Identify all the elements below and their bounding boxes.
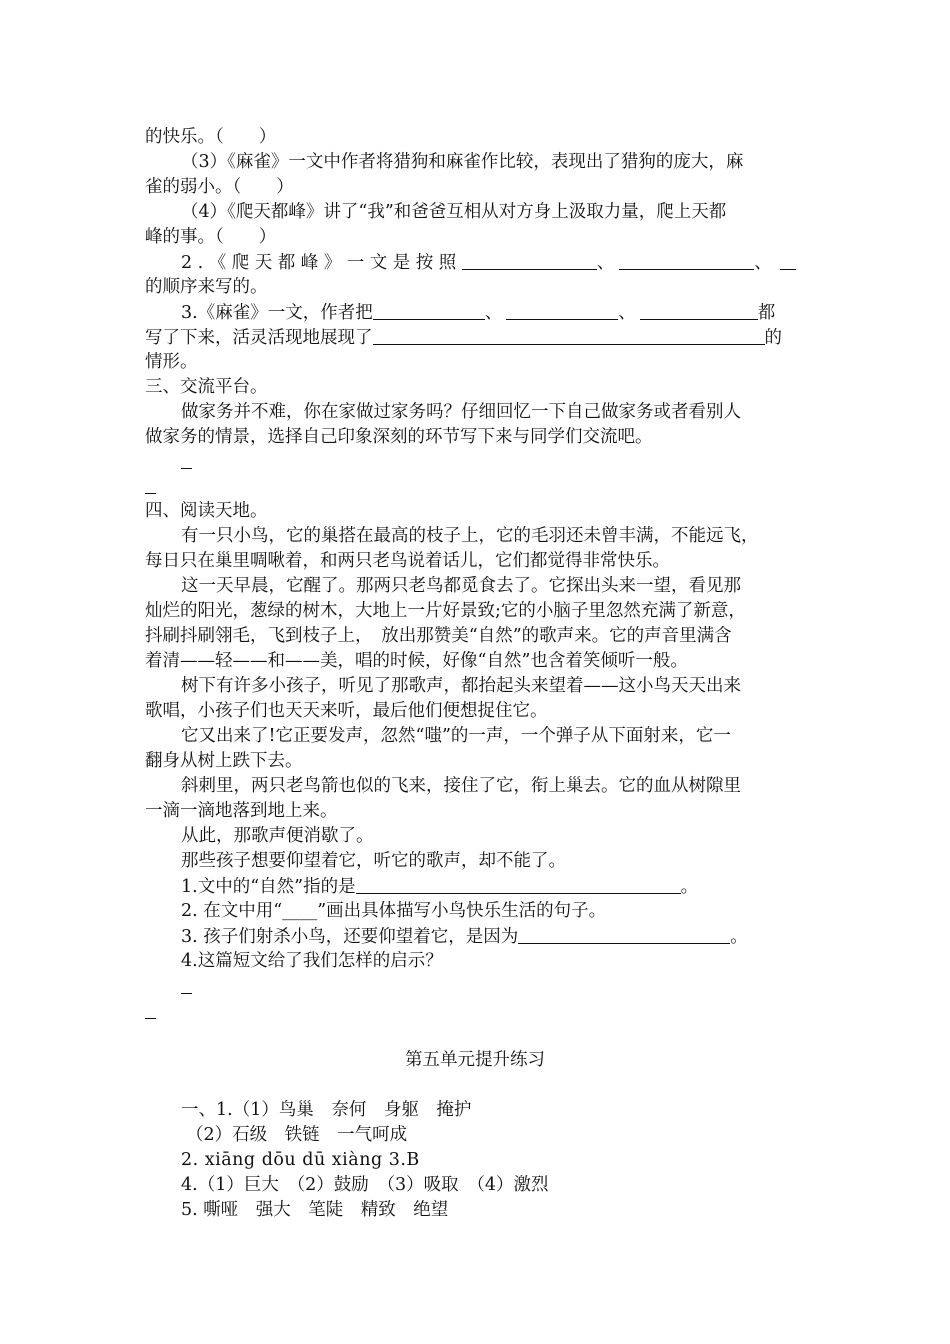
passage-line: 一滴一滴地落到地上来。 xyxy=(145,801,338,821)
answer-line: （2）石级 铁链 一气呵成 xyxy=(186,1125,408,1145)
answer-blank[interactable] xyxy=(373,304,485,320)
question-line: （4）《爬天都峰》讲了“我”和爸爸互相从对方身上汲取力量，爬上天都 xyxy=(181,202,727,222)
answer-line: 4.（1）巨大 （2）鼓励 （3）吸取 （4）激烈 xyxy=(181,1175,549,1195)
answer-line-mark[interactable] xyxy=(181,468,192,469)
question-line: 的顺序来写的。 xyxy=(145,277,268,297)
passage-line: 有一只小鸟，它的巢搭在最高的枝子上，它的毛羽还未曾丰满，不能远飞， xyxy=(181,526,759,546)
fill-blank-question xyxy=(181,928,748,947)
answer-line: 5. 嘶哑 强大 笔陡 精致 绝望 xyxy=(181,1200,449,1220)
passage-line: 斜刺里，两只老鸟箭也似的飞来，接住了它，衔上巢去。它的血从树隙里 xyxy=(181,776,741,796)
paragraph-line: 做家务的情景，选择自己印象深刻的环节写下来与同学们交流吧。 xyxy=(145,427,653,447)
passage-line: 歌唱，小孩子们也天天来听，最后他们便想捉住它。 xyxy=(145,701,548,721)
question-line: 2. 在文中用“____”画出具体描写小鸟快乐生活的句子。 xyxy=(181,901,607,921)
passage-line: 树下有许多小孩子，听见了那歌声，都抬起头来望着——这小鸟天天出来 xyxy=(181,676,741,696)
question-text: 的 xyxy=(764,328,782,348)
question-line: 4.这篇短文给了我们怎样的启示？ xyxy=(181,951,443,971)
question-text: 都 xyxy=(757,303,776,323)
passage-line: 着清——轻——和——美，唱的时候，好像“自然”也含着笑倾听一般。 xyxy=(145,651,688,671)
answer-blank[interactable] xyxy=(506,304,618,320)
answer-blank[interactable] xyxy=(356,878,681,894)
answer-blank[interactable] xyxy=(462,254,597,270)
answer-blank[interactable] xyxy=(780,254,796,270)
passage-line: 这一天早晨，它醒了。那两只老鸟都觅食去了。它探出头来一望，看见那 xyxy=(181,576,741,596)
question-text: 3.《麻雀》一文，作者把 xyxy=(181,303,373,323)
separator: 、 xyxy=(484,303,503,323)
answer-line-mark[interactable] xyxy=(145,493,156,494)
passage-line: 翻身从树上跌下去。 xyxy=(145,751,303,771)
answer-blank[interactable] xyxy=(619,254,754,270)
question-line: 雀的弱小。（ ） xyxy=(145,177,294,197)
question-text: 3. 孩子们射杀小鸟，还要仰望着它，是因为 xyxy=(181,927,519,947)
answer-blank[interactable] xyxy=(640,304,758,320)
fill-blank-question xyxy=(181,304,775,323)
question-line: 情形。 xyxy=(145,352,198,372)
question-text: 1.文中的“自然”指的是 xyxy=(181,877,356,897)
section-heading: 三、交流平台。 xyxy=(145,377,268,397)
passage-line: 从此，那歌声便消歇了。 xyxy=(181,826,374,846)
question-line: （3）《麻雀》一文中作者将猎狗和麻雀作比较，表现出了猎狗的庞大，麻 xyxy=(181,152,744,172)
passage-line: 抖刷抖刷翎毛，飞到枝子上， 放出那赞美“自然”的歌声来。它的声音里满含 xyxy=(145,626,732,646)
answer-line: 2. xiāng dōu dū xiàng 3.B xyxy=(181,1150,420,1170)
question-text: 。 xyxy=(680,877,699,897)
answer-blank[interactable] xyxy=(373,329,765,345)
passage-line: 每日只在巢里啁啾着，和两只老鸟说着话儿，它们都觉得非常快乐。 xyxy=(145,551,670,571)
answer-blank[interactable] xyxy=(518,928,730,944)
fill-blank-question xyxy=(181,878,698,897)
question-text: 写了下来，活灵活现地展现了 xyxy=(145,328,373,348)
separator: 、 xyxy=(618,303,636,323)
paragraph-line: 做家务并不难，你在家做过家务吗？仔细回忆一下自己做家务或者看别人 xyxy=(181,402,741,422)
fill-blank-question xyxy=(145,329,782,348)
answer-line-mark[interactable] xyxy=(181,993,192,994)
separator: 、 xyxy=(596,253,615,273)
section-heading: 四、阅读天地。 xyxy=(145,501,268,521)
passage-line: 灿烂的阳光，葱绿的树木，大地上一片好景致;它的小脑子里忽然充满了新意， xyxy=(145,601,746,621)
question-text: 。 xyxy=(730,927,748,947)
question-line: 峰的事。（ ） xyxy=(145,227,277,247)
question-text: 2.《爬天都峰》一文是按照 xyxy=(181,253,462,273)
answer-line-mark[interactable] xyxy=(145,1018,156,1019)
passage-line: 那些孩子想要仰望着它，听它的歌声，却不能了。 xyxy=(181,851,566,871)
answer-key-title: 第五单元提升练习 xyxy=(405,1050,545,1070)
question-line: 的快乐。（ ） xyxy=(145,127,277,147)
answer-line: 一、1.（1）鸟巢 奈何 身躯 掩护 xyxy=(181,1100,472,1120)
fill-blank-question xyxy=(181,254,796,273)
separator: 、 xyxy=(754,253,772,273)
passage-line: 它又出来了!它正要发声，忽然“嗤”的一声，一个弹子从下面射来，它一 xyxy=(181,726,731,746)
